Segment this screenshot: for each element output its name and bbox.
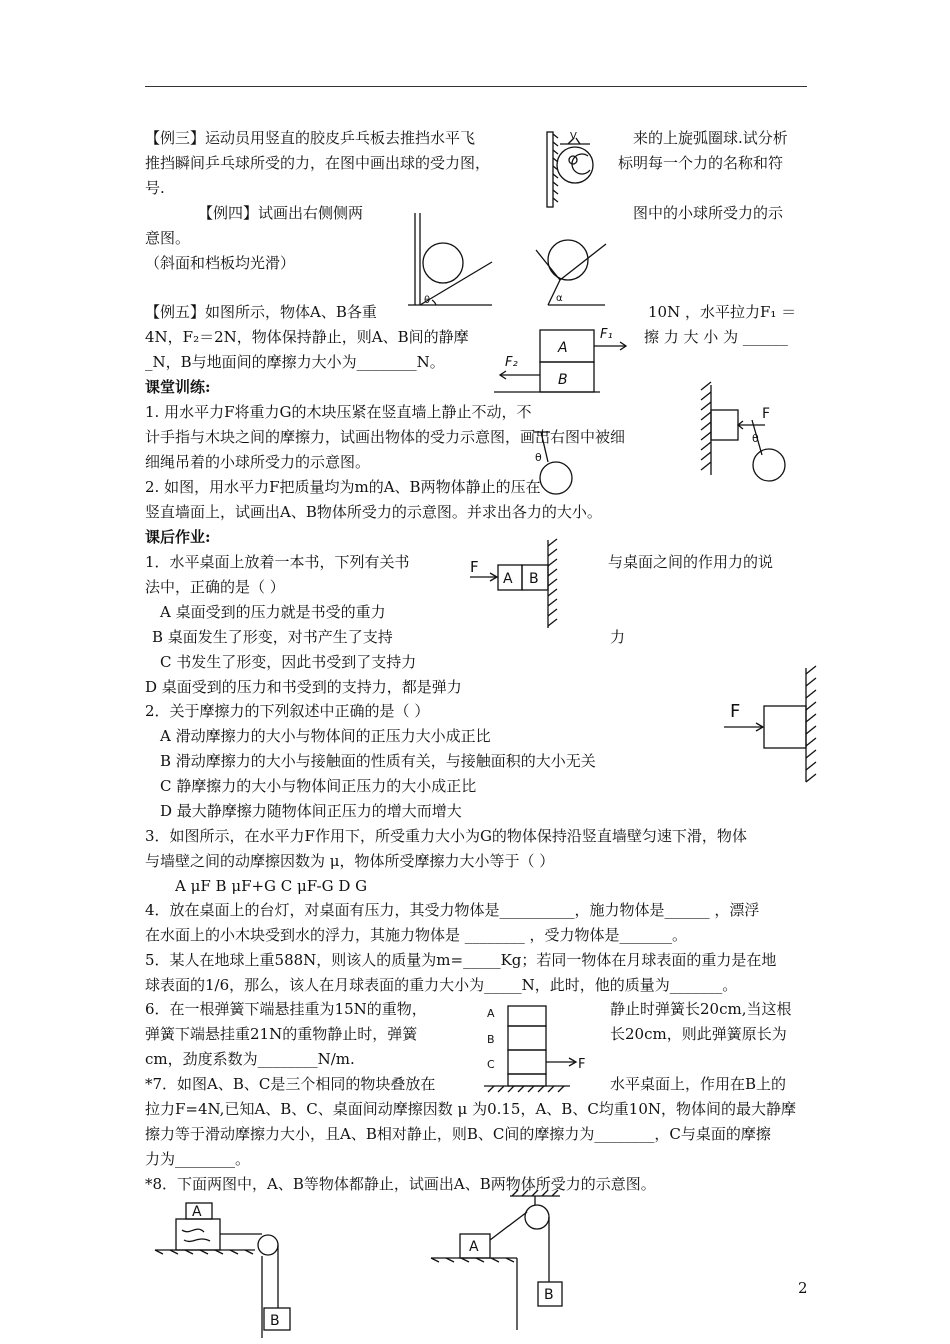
cp-hanging-ball — [753, 449, 785, 481]
cp-pendulum-figure — [533, 432, 572, 494]
cp-q1-line1: 1. 用水平力F将重力G的木块压紧在竖直墙上静止不动，不 — [145, 403, 532, 421]
hw-fig6-b: B — [487, 1033, 495, 1046]
hw-fig6-block-c — [508, 1074, 546, 1086]
hw-fig6-c: C — [487, 1058, 495, 1071]
hw-q4-line1: 4．放在桌面上的台灯，对桌面有压力，其受力物体是__________，施力物体是______ ，漂浮 — [145, 901, 760, 919]
hw-q1-line1b: 与桌面之间的作用力的说 — [608, 553, 774, 571]
hw-fig2-block — [764, 706, 806, 748]
hw-q6-line2a: 弹簧下端悬挂重21N的重物静止时，弹簧 — [145, 1025, 418, 1043]
hw-q2-option-c: C 静摩擦力的大小与物体间正压力的大小成正比 — [160, 777, 477, 795]
ex5-label-f1: F₁ — [600, 327, 613, 342]
ex5-label-b: B — [558, 372, 568, 388]
hw-fig8-left-pulley — [258, 1235, 278, 1255]
hw-fig8-left — [155, 1203, 290, 1338]
cp-q1-line3: 细绳吊着的小球所受力的示意图。 — [145, 453, 371, 471]
ex3-line2b: 标明每一个力的名称和符 — [618, 154, 784, 172]
homework-heading: 课后作业: — [145, 528, 211, 546]
hw-q6-line1b: 静止时弹簧长20cm,当这根 — [610, 1000, 792, 1018]
hw-fig1-f: F — [470, 558, 479, 576]
hw-q2-option-d: D 最大静摩擦力随物体间正压力的增大而增大 — [160, 802, 462, 820]
hw-fig8-right-a: A — [469, 1239, 479, 1255]
page-number: 2 — [798, 1279, 808, 1297]
hw-q7-line2: 拉力F=4N,已知A、B、C、桌面间动摩擦因数 μ 为0.15，A、B、C均重10N，物体间的最大静摩 — [145, 1100, 797, 1118]
cp-q2-line1: 2. 如图，用水平力F把质量均为m的A、B两物体静止的压在 — [145, 478, 541, 496]
hw-fig6-f: F — [578, 1057, 586, 1072]
ex4-line3: （斜面和档板均光滑） — [145, 254, 296, 272]
ex5-figure — [494, 327, 626, 392]
ex3-figure — [547, 131, 593, 207]
ping-pong-ball — [557, 147, 593, 183]
hw-fig6-block-a2 — [508, 1026, 546, 1050]
cp-theta-label: θ — [535, 451, 542, 464]
hw-q1-option-c: C 书发生了形变，因此书受到了支持力 — [160, 653, 417, 671]
hw-fig6 — [484, 1006, 585, 1092]
ex5-label-a: A — [558, 340, 568, 356]
hw-fig1-a: A — [503, 571, 513, 587]
hw-q6-line1a: 6．在一根弹簧下端悬挂重为15N的重物， — [145, 1000, 427, 1018]
hw-q3-line1: 3．如图所示，在水平力F作用下，所受重力大小为G的物体保持沿竖直墙壁匀速下滑，物体 — [145, 827, 747, 845]
hw-q1-option-b-end: 力 — [610, 628, 626, 646]
ex5-line2b: 擦 力 大 小 为 ______ — [644, 328, 788, 346]
ex4-theta: θ — [424, 295, 431, 306]
hw-q7-line4: 力为________。 — [145, 1150, 251, 1168]
cp-q2-line2: 竖直墙面上，试画出A、B物体所受力的示意图。并求出各力的大小。 — [145, 503, 602, 521]
class-practice-heading: 课堂训练: — [145, 378, 211, 396]
ex4-figure-2 — [536, 240, 606, 305]
hw-q2-option-b: B 滑动摩擦力的大小与接触面的性质有关，与接触面积的大小无关 — [160, 752, 596, 770]
ex4-line2: 意图。 — [145, 229, 191, 247]
ex5-label-f2: F₂ — [505, 355, 518, 370]
hw-q3-options: A μF B μF+G C μF-G D G — [175, 877, 368, 895]
hw-q6-line2b: 长20cm，则此弹簧原长为 — [610, 1025, 787, 1043]
hw-q1-option-d: D 桌面受到的压力和书受到的支持力，都是弹力 — [145, 678, 462, 696]
hw-q3-line2: 与墙壁之间的动摩擦因数为 μ，物体所受摩擦力大小等于（ ） — [145, 852, 555, 870]
hw-q5-line1: 5．某人在地球上重588N，则该人的质量为m=_____Kg；若同一物体在月球表面的重力是在地 — [145, 951, 777, 969]
hw-fig2-f: F — [730, 701, 741, 722]
hw-q2-option-a: A 滑动摩擦力的大小与物体间的正压力大小成正比 — [160, 727, 491, 745]
cp-f-label: F — [762, 406, 771, 422]
ex5-line1a: 【例五】如图所示，物体A、B各重 — [145, 303, 377, 321]
hw-q1-option-a: A 桌面受到的压力就是书受的重力 — [160, 603, 386, 621]
ex3-line2a: 推挡瞬间乒乓球所受的力，在图中画出球的受力图， — [145, 154, 491, 172]
hw-q6-line3: cm，劲度系数为________N/m. — [145, 1050, 355, 1068]
ex4-ball-1 — [423, 243, 463, 283]
hw-q4-line2: 在水面上的小木块受到水的浮力，其施力物体是 ________ ，受力物体是_______。 — [145, 926, 688, 944]
cp-theta-label-2: θ — [752, 432, 759, 445]
hw-fig8-left-a: A — [192, 1204, 202, 1220]
hw-fig8-right-b: B — [544, 1287, 554, 1303]
ex3-line3: 号. — [145, 179, 165, 197]
hw-q1-option-b: B 桌面发生了形变，对书产生了支持 — [152, 628, 393, 646]
cp-wall-figure — [701, 382, 785, 481]
ex4-alpha: α — [556, 293, 563, 304]
ex5-line1b: 10N ，水平拉力F₁ ＝ — [648, 303, 797, 321]
hw-fig6-block-b — [508, 1050, 546, 1074]
hw-fig8-right — [431, 1190, 562, 1330]
hw-q1-line2: 法中，正确的是（ ） — [145, 578, 285, 596]
hw-q7-line1a: *7．如图A、B、C是三个相同的物块叠放在 — [145, 1075, 436, 1093]
cp-pendulum-ball — [540, 462, 572, 494]
hw-q7-line1b: 水平桌面上，作用在B上的 — [610, 1075, 787, 1093]
ex5-line3: _N，B与地面间的摩擦力大小为________N。 — [145, 353, 445, 371]
ex4-line1b: 图中的小球所受力的示 — [633, 204, 784, 222]
hw-q5-line2: 球表面的1/6，那么，该人在月球表面的重力大小为_____N，此时，他的质量为_______。 — [145, 976, 738, 994]
ex5-line2a: 4N，F₂＝2N，物体保持静止，则A、B间的静摩 — [145, 328, 469, 346]
hw-fig6-a: A — [487, 1007, 495, 1020]
hw-fig1 — [470, 539, 557, 628]
ex3-line1b: 来的上旋弧圈球.试分析 — [633, 129, 788, 147]
hw-q8-line1: *8．下面两图中，A、B等物体都静止，试画出A、B两物体所受力的示意图。 — [145, 1175, 656, 1193]
hw-fig2 — [724, 666, 816, 782]
hw-fig8-left-b: B — [270, 1313, 280, 1329]
hw-fig1-b: B — [529, 571, 539, 587]
cp-q1-line2: 计手指与木块之间的摩擦力，试画出物体的受力示意图，画出右图中被细 — [145, 428, 626, 446]
ex3-line1a: 【例三】运动员用竖直的胶皮乒乓板去推挡水平飞 — [145, 129, 476, 147]
hw-q1-line1a: 1．水平桌面上放着一本书，下列有关书 — [145, 553, 410, 571]
ex3-v-label: V — [570, 131, 577, 142]
cp-block — [711, 410, 738, 440]
hw-fig8-right-pulley — [525, 1205, 549, 1229]
hw-fig6-block-a — [508, 1006, 546, 1026]
hw-q7-line3: 擦力等于滑动摩擦力大小，且A、B相对静止，则B、C间的摩擦力为________，C与桌面的摩擦 — [145, 1125, 771, 1143]
hw-q2-line1: 2．关于摩擦力的下列叙述中正确的是（ ） — [145, 702, 430, 720]
ex4-line1a: 【例四】试画出右侧侧两 — [198, 204, 364, 222]
ex4-figure-1 — [408, 213, 492, 306]
hw-fig8-left-block-under — [176, 1219, 220, 1250]
